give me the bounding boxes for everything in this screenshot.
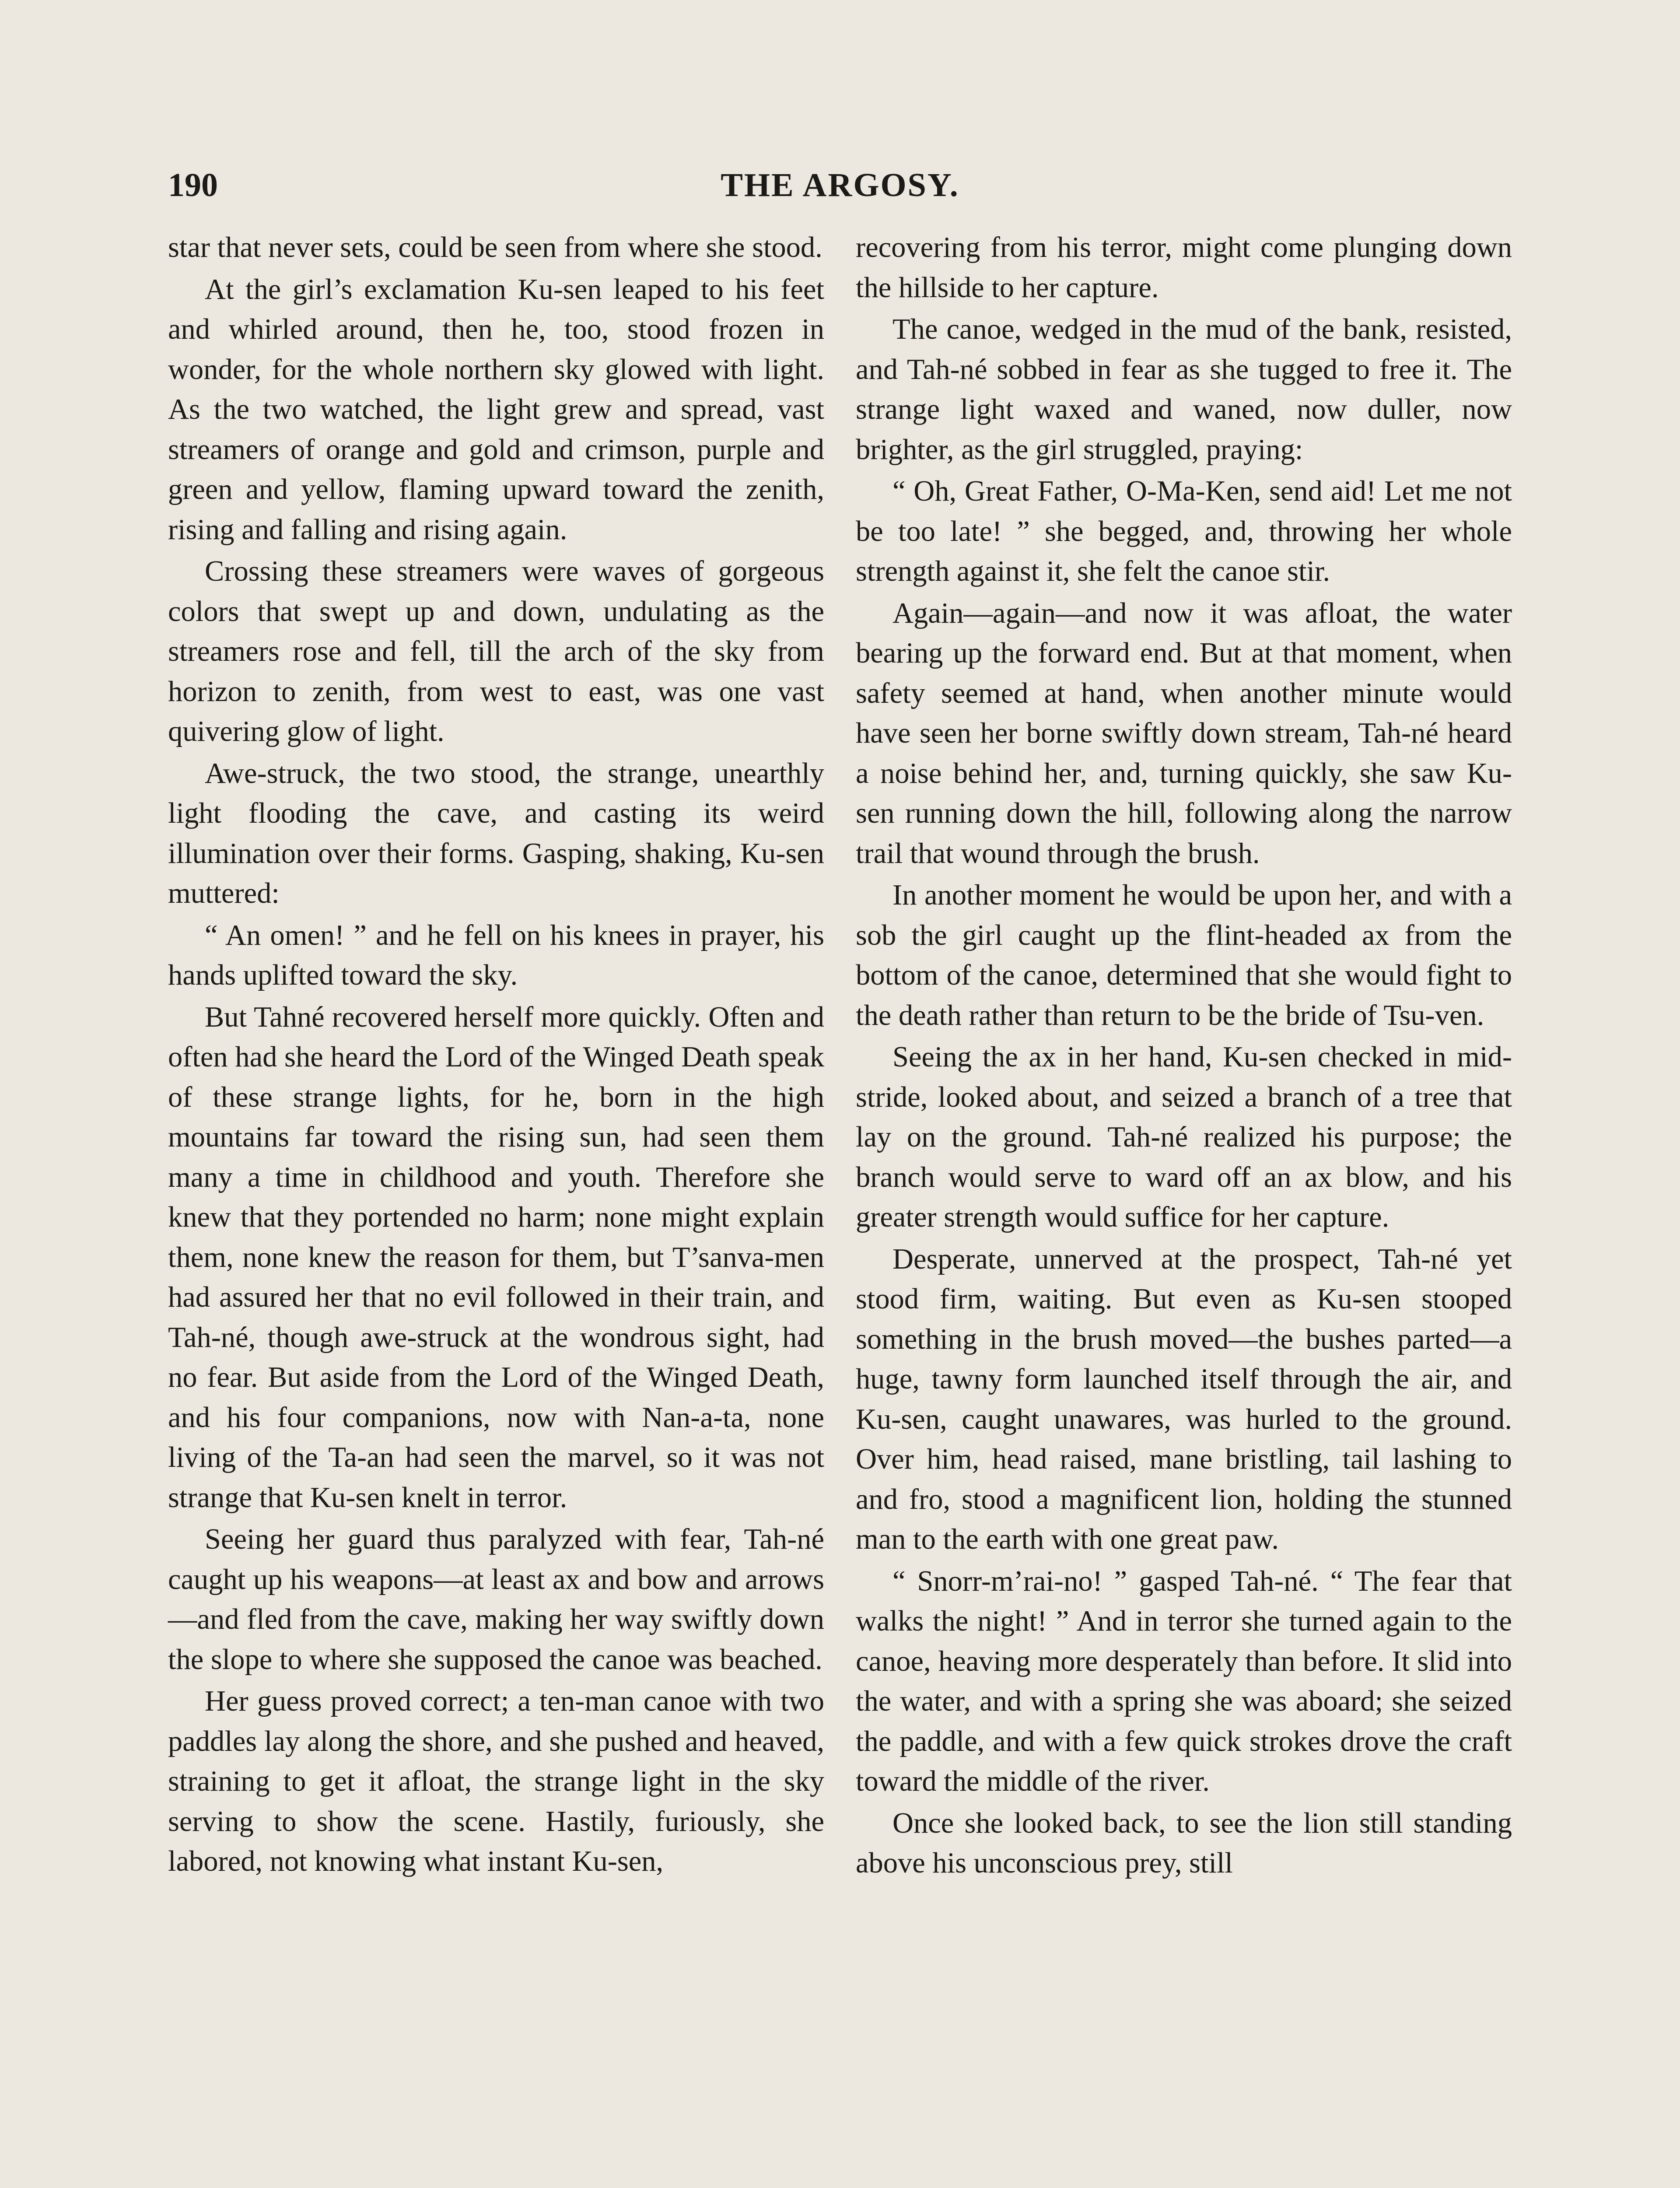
paragraph: Again—again—and now it was afloat, the water bearing up the forward end. But at that moment, when safety seemed at hand, when another minute would have seen her borne swiftly down stream, Tah-né heard a noise behind her, and, turning quickly, she saw Ku-sen running down the hill, following along the narrow trail that wound through the brush.: [856, 597, 1512, 870]
paragraph: Once she looked back, to see the lion still standing above his unconscious prey, still: [856, 1807, 1512, 1879]
paragraph: “ An omen! ” and he fell on his knees in prayer, his hands uplifted toward the sky.: [168, 919, 824, 991]
paragraph: Crossing these streamers were waves of gorgeous colors that swept up and down, undulating as the streamers rose and fell, till the arch of the sky from horizon to zenith, from west to east, was one vast quivering glow of light.: [168, 555, 824, 747]
paragraph: “ Oh, Great Father, O-Ma-Ken, send aid! Let me not be too late! ” she begged, and, throwing her whole strength against it, she felt the canoe stir.: [856, 475, 1512, 587]
paragraph: Seeing the ax in her hand, Ku-sen checked in mid-stride, looked about, and seized a branch of a tree that lay on the ground. Tah-né realized his purpose; the branch would serve to ward off an ax blow, and his greater strength would suffice for her capture.: [856, 1041, 1512, 1233]
page-header: [168, 161, 1512, 209]
paragraph: recovering from his terror, might come plunging down the hillside to her capture.: [856, 231, 1512, 304]
paragraph: Awe-struck, the two stood, the strange, unearthly light flooding the cave, and casting its weird illumination over their forms. Gasping, shaking, Ku-sen muttered:: [168, 757, 824, 909]
paragraph: “ Snorr-m’rai-no! ” gasped Tah-né. “ The fear that walks the night! ” And in terror she turned again to the canoe, heaving more desperately than before. It slid into the water, and with a spring she was aboard; she seized the paddle, and with a few quick strokes drove the craft toward the middle of the river.: [856, 1565, 1512, 1797]
paragraph: Seeing her guard thus paralyzed with fear, Tah-né caught up his weapons—at least ax and bow and arrows—and fled from the cave, making her way swiftly down the slope to where she supposed the canoe was beached.: [168, 1523, 824, 1676]
paragraph: At the girl’s exclamation Ku-sen leaped to his feet and whirled around, then he, too, stood frozen in wonder, for the whole northern sky glowed with light. As the two watched, the light grew and spread, vast streamers of orange and gold and crimson, purple and green and yellow, flaming upward toward the zenith, rising and falling and rising again.: [168, 273, 824, 546]
right-column: [856, 228, 1512, 1883]
page-number: 190: [168, 167, 218, 203]
paragraph: star that never sets, could be seen from where she stood.: [168, 231, 822, 263]
left-column: [168, 228, 824, 1882]
running-title: THE ARGOSY.: [721, 167, 959, 203]
paragraph: Desperate, unnerved at the prospect, Tah-né yet stood firm, waiting. But even as Ku-sen stooped something in the brush moved—the bushes parted—a huge, tawny form launched itself through the air, and Ku-sen, caught unawares, was hurled to the ground. Over him, head raised, mane bristling, tail lashing to and fro, stood a magnificent lion, holding the stunned man to the earth with one great paw.: [856, 1243, 1512, 1555]
paragraph: Her guess proved correct; a ten-man canoe with two paddles lay along the shore, and she pushed and heaved, straining to get it afloat, the strange light in the sky serving to show the scene. Hastily, furiously, she labored, not knowing what instant Ku-sen,: [168, 1685, 824, 1877]
paragraph: The canoe, wedged in the mud of the bank, resisted, and Tah-né sobbed in fear as she tugged to free it. The strange light waxed and waned, now duller, now brighter, as the girl struggled, praying:: [856, 313, 1512, 466]
paragraph: But Tahné recovered herself more quickly. Often and often had she heard the Lord of the Winged Death speak of these strange lights, for he, born in the high mountains far toward the rising sun, had seen them many a time in childhood and youth. Therefore she knew that they portended no harm; none might explain them, none knew the reason for them, but T’sanva-men had assured her that no evil followed in their train, and Tah-né, though awe-struck at the wondrous sight, had no fear. But aside from the Lord of the Winged Death, and his four companions, now with Nan-a-ta, none living of the Ta-an had seen the marvel, so it was not strange that Ku-sen knelt in terror.: [168, 1001, 824, 1514]
paragraph: In another moment he would be upon her, and with a sob the girl caught up the flint-headed ax from the bottom of the canoe, determined that she would fight to the death rather than return to be the bride of Tsu-ven.: [856, 879, 1512, 1031]
